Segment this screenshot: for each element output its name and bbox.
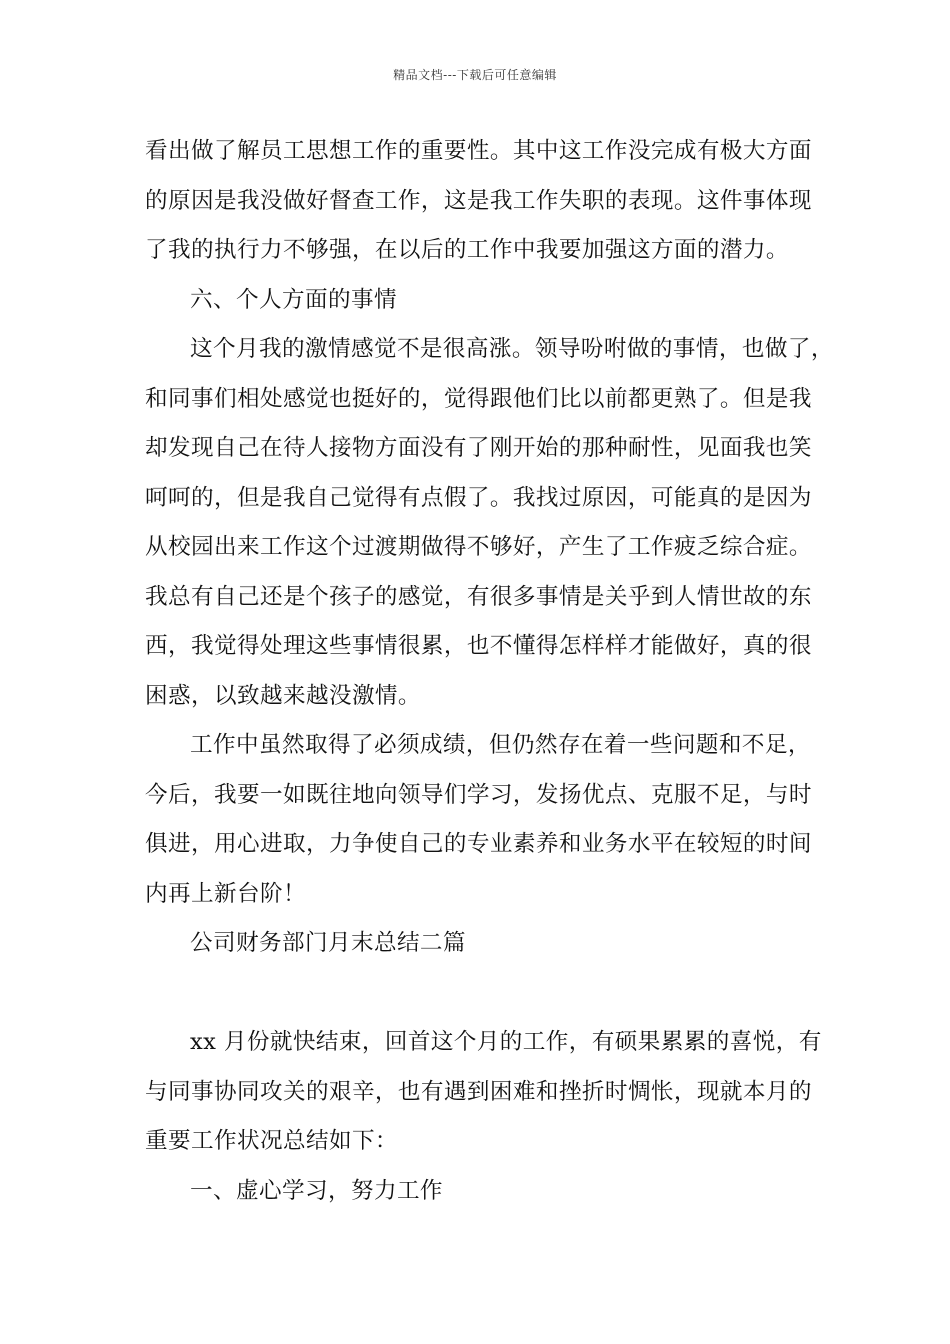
text-line: 内再上新台阶！ (145, 880, 306, 907)
text-line: 从校园出来工作这个过渡期做得不够好，产生了工作疲乏综合症。 (145, 534, 812, 560)
text-line: 西，我觉得处理这些事情很累，也不懂得怎样样才能做好，真的很 (145, 633, 812, 659)
text-line: 俱进，用心进取，力争使自己的专业素养和业务水平在较短的时间 (145, 831, 812, 857)
text-line: 这个月我的激情感觉不是很高涨。领导吩咐做的事情，也做了， (190, 336, 834, 362)
text-line: 了我的执行力不够强，在以后的工作中我要加强这方面的潜力。 (145, 237, 789, 263)
title-text: 公司财务部门月末总结二篇 (190, 930, 466, 956)
paragraph-4 (145, 721, 812, 919)
text-line: 和同事们相处感觉也挺好的，觉得跟他们比以前都更熟了。但是我 (145, 385, 812, 412)
text-line: 今后，我要一如既往地向领导们学习，发扬优点、克服不足，与时 (145, 781, 812, 808)
document-body (145, 127, 834, 1216)
text-line: 工作中虽然取得了必须成绩，但仍然存在着一些问题和不足， (190, 732, 811, 758)
text-line: 却发现自己在待人接物方面没有了刚开始的那种耐性，见面我也笑 (145, 435, 812, 461)
section-heading-personal (145, 276, 809, 326)
text-line: 我总有自己还是个孩子的感觉，有很多事情是关乎到人情世故的东 (145, 583, 812, 610)
text-line: 呵呵的，但是我自己觉得有点假了。我找过原因，可能真的是因为 (145, 484, 812, 511)
heading-text: 六、个人方面的事情 (190, 286, 397, 313)
text-line: 重要工作状况总结如下： (145, 1128, 398, 1154)
text-line: xx 月份就快结束，回首这个月的工作，有硕果累累的喜悦，有 (190, 1029, 822, 1055)
text-line: 困惑，以致越来越没激情。 (145, 682, 421, 709)
paragraph-3 (145, 325, 834, 721)
text-line: 与同事协同攻关的艰辛，也有遇到困难和挫折时惆怅，现就本月的 (145, 1078, 812, 1105)
heading-text: 一、虚心学习，努力工作 (190, 1177, 443, 1204)
paragraph-6 (145, 1018, 822, 1167)
text-line: 看出做了解员工思想工作的重要性。其中这工作没完成有极大方面 (145, 138, 812, 164)
section-heading-study (145, 1167, 809, 1217)
paragraph-1 (145, 127, 812, 276)
page-header: 精品文档---下载后可任意编辑 (393, 68, 557, 82)
text-line: 的原因是我没做好督查工作，这是我工作失职的表现。这件事体现 (145, 187, 812, 214)
blank-line (145, 969, 809, 1019)
article-title (145, 919, 809, 969)
